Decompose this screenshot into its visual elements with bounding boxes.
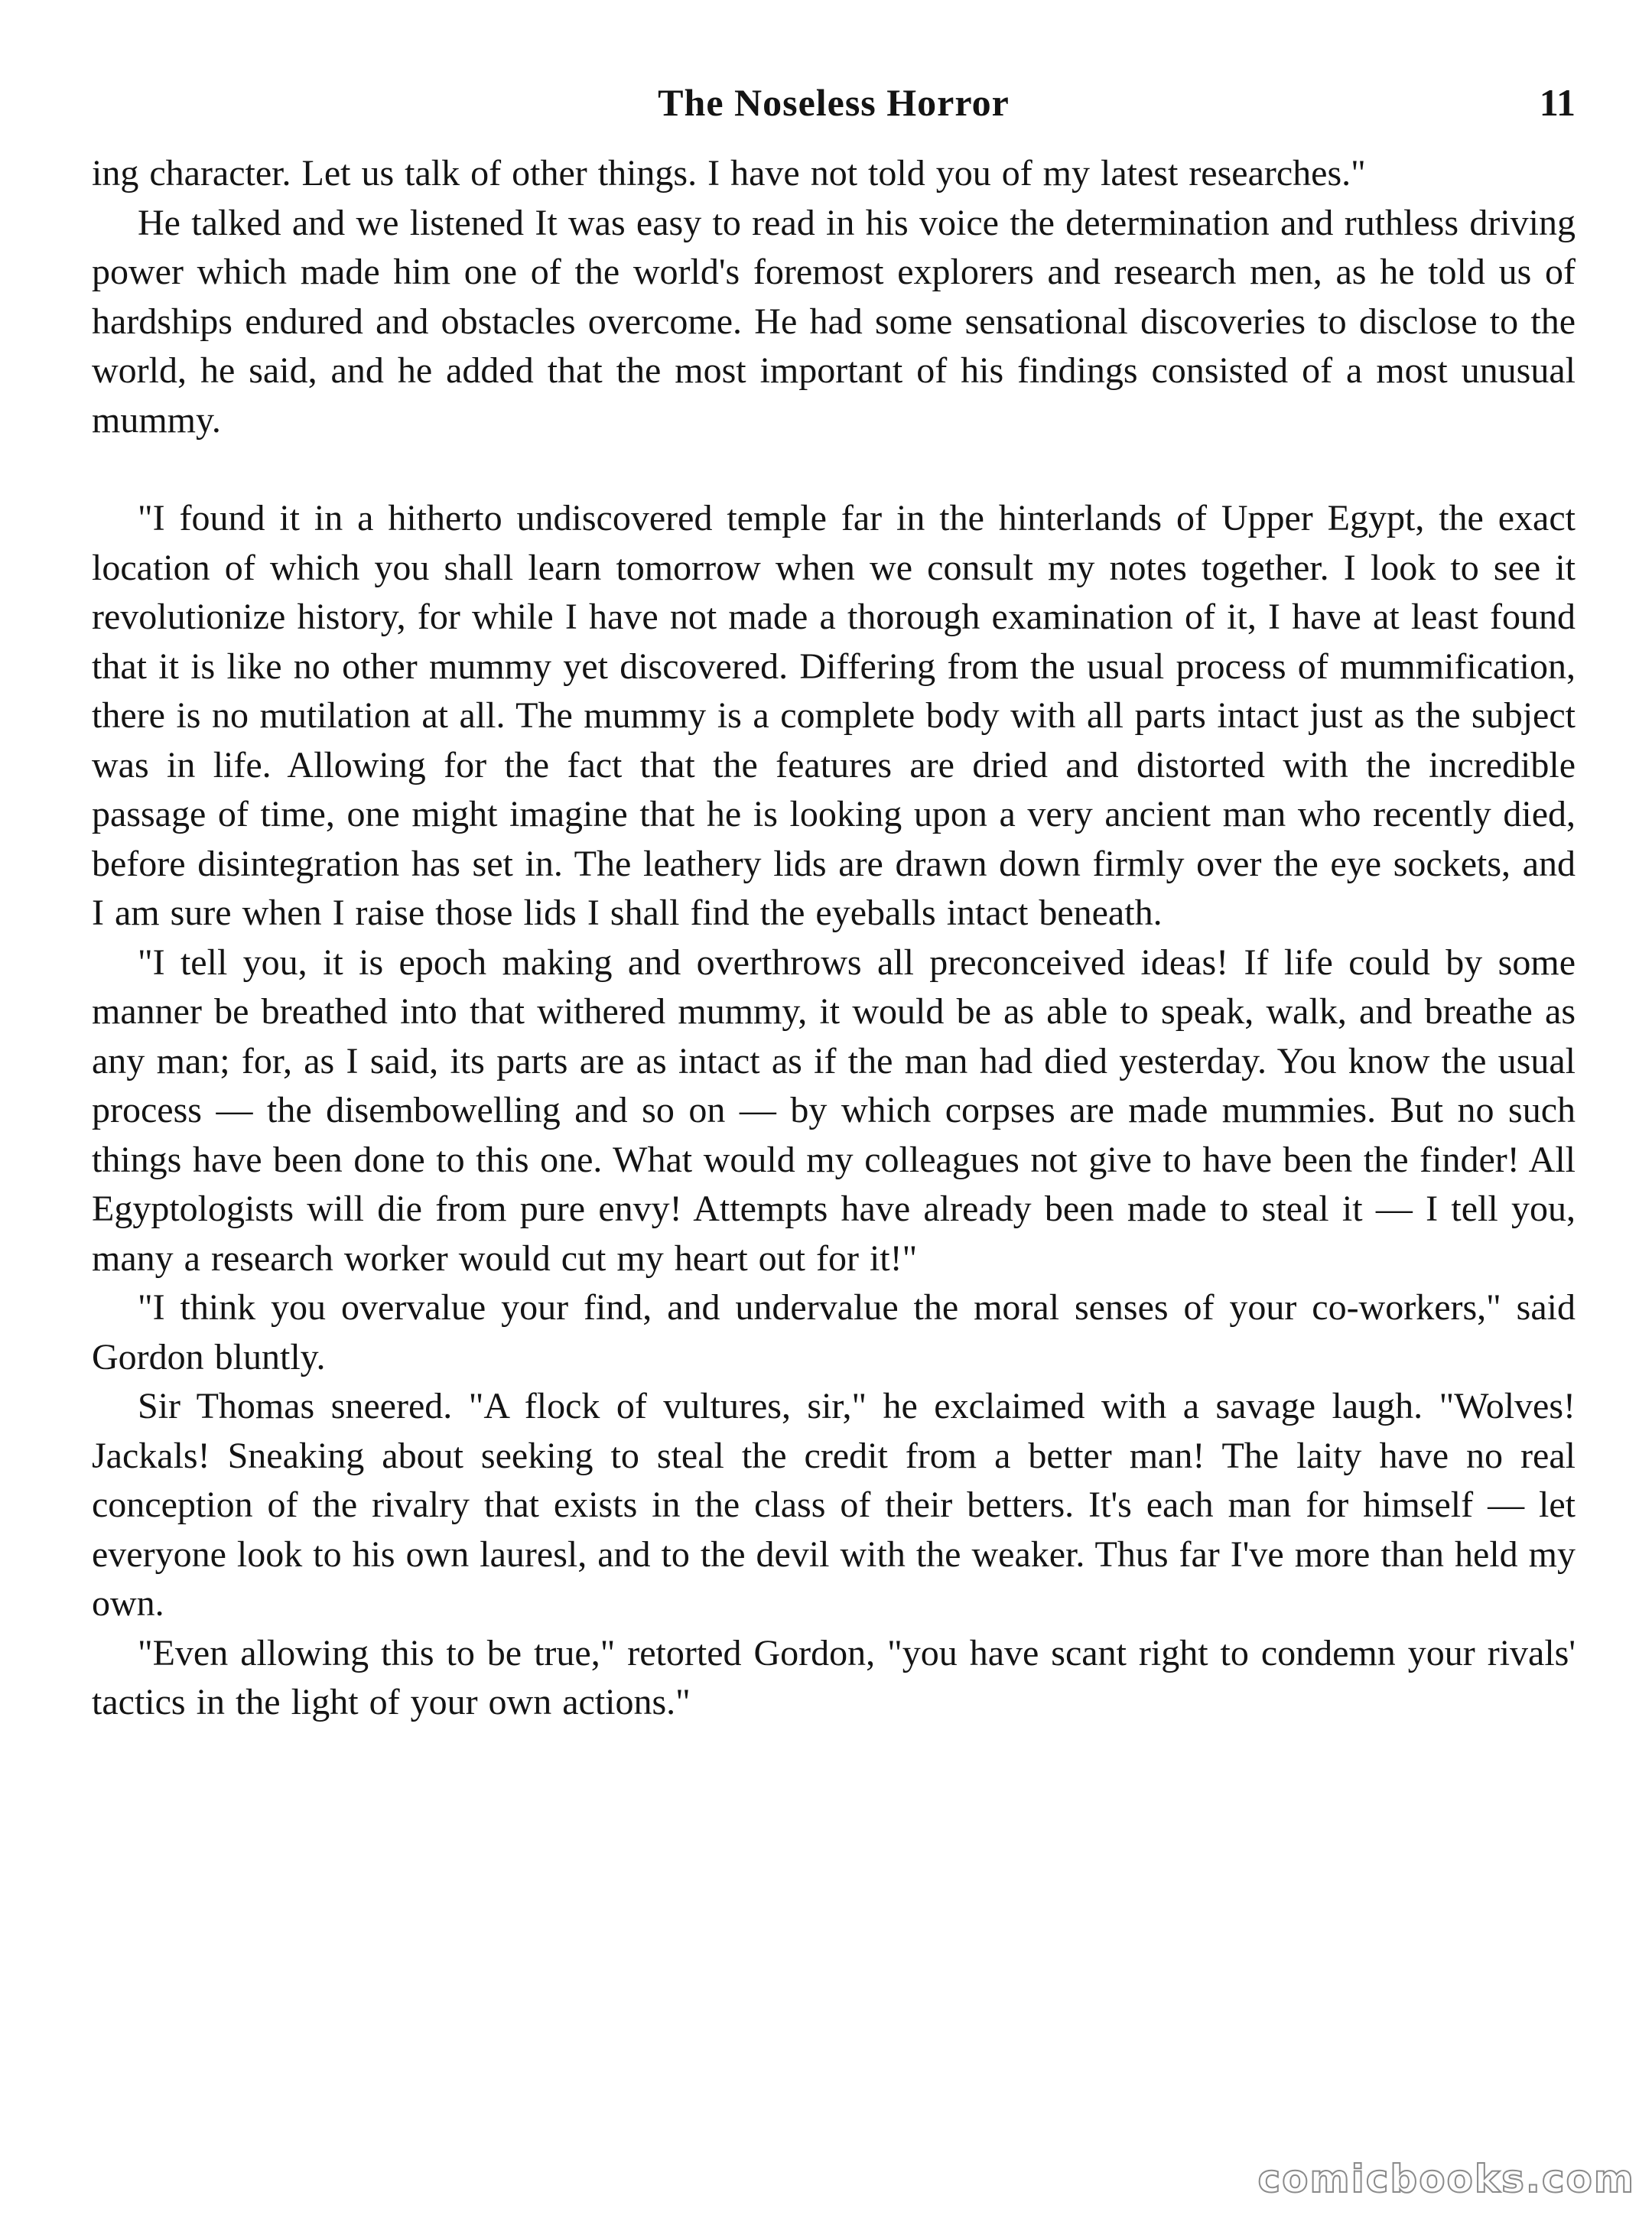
watermark-text: comicbooks.com <box>1257 2157 1635 2201</box>
paragraph-he-talked: He talked and we listened It was easy to read in his voice the determination and ruthless driving power which made him one of the world's foremost explorers and research men, as he told us of hardships endured and obstacles overcome. He had some sensational discoveries to disclose to the world, he said, and he added that the most important of his findings consisted of a most unusual mummy. <box>92 202 1576 441</box>
paragraph-continuation: ing character. Let us talk of other things. I have not told you of my latest researches." <box>92 153 1366 194</box>
paragraph-found-it: "I found it in a hitherto undiscovered temple far in the hinterlands of Upper Egypt, the exact location of which you shall learn tomorrow when we consult my notes together. I look to see it revolutionize history, for while I have not made a thorough examination of it, I have at least found that it is like no other mummy yet discovered. Differing from the usual process of mummification, there is no mutilation at all. The mummy is a complete body with all parts intact just as the subject was in life. Allowing for the fact that the features are dried and distorted with the incredible passage of time, one might imagine that he is looking upon a very ancient man who recently died, before disintegration has set in. The leathery lids are drawn down firmly over the eye sockets, and I am sure when I raise those lids I shall find the eyeballs intact beneath. <box>92 498 1576 933</box>
paragraph-epoch-making: "I tell you, it is epoch making and overthrows all preconceived ideas! If life could by some manner be breathed into that withered mummy, it would be as able to speak, walk, and breathe as any man; for, as I said, its parts are as intact as if the man had died yesterday. You know the usual process — the disembowelling and so on — by which corpses are made mummies. But no such things have been done to this one. What would my colleagues not give to have been the finder! All Egyptologists will die from pure envy! Attempts have already been made to steal it — I tell you, many a research worker would cut my heart out for it!" <box>92 942 1576 1279</box>
book-page <box>92 73 1576 2168</box>
paragraph-sneered: Sir Thomas sneered. "A flock of vultures, sir," he exclaimed with a savage laugh. "Wolves! Jackals! Sneaking about seeking to steal the credit from a better man! The laity have no real conception of the rivalry that exists in the class of their betters. It's each man for himself — let everyone look to his own lauresl, and to the devil with the weaker. Thus far I've more than held my own. <box>92 1386 1576 1624</box>
paragraph-retorted: "Even allowing this to be true," retorted Gordon, "you have scant right to condemn your rivals' tactics in the light of your own actions." <box>92 1632 1576 1722</box>
paragraph-overvalue: "I think you overvalue your find, and undervalue the moral senses of your co-workers," said Gordon bluntly. <box>92 1287 1576 1377</box>
page-header <box>92 73 1576 157</box>
body-text <box>92 149 1576 1728</box>
running-title: The Noseless Horror <box>658 81 1010 124</box>
page-number: 11 <box>1539 81 1576 124</box>
